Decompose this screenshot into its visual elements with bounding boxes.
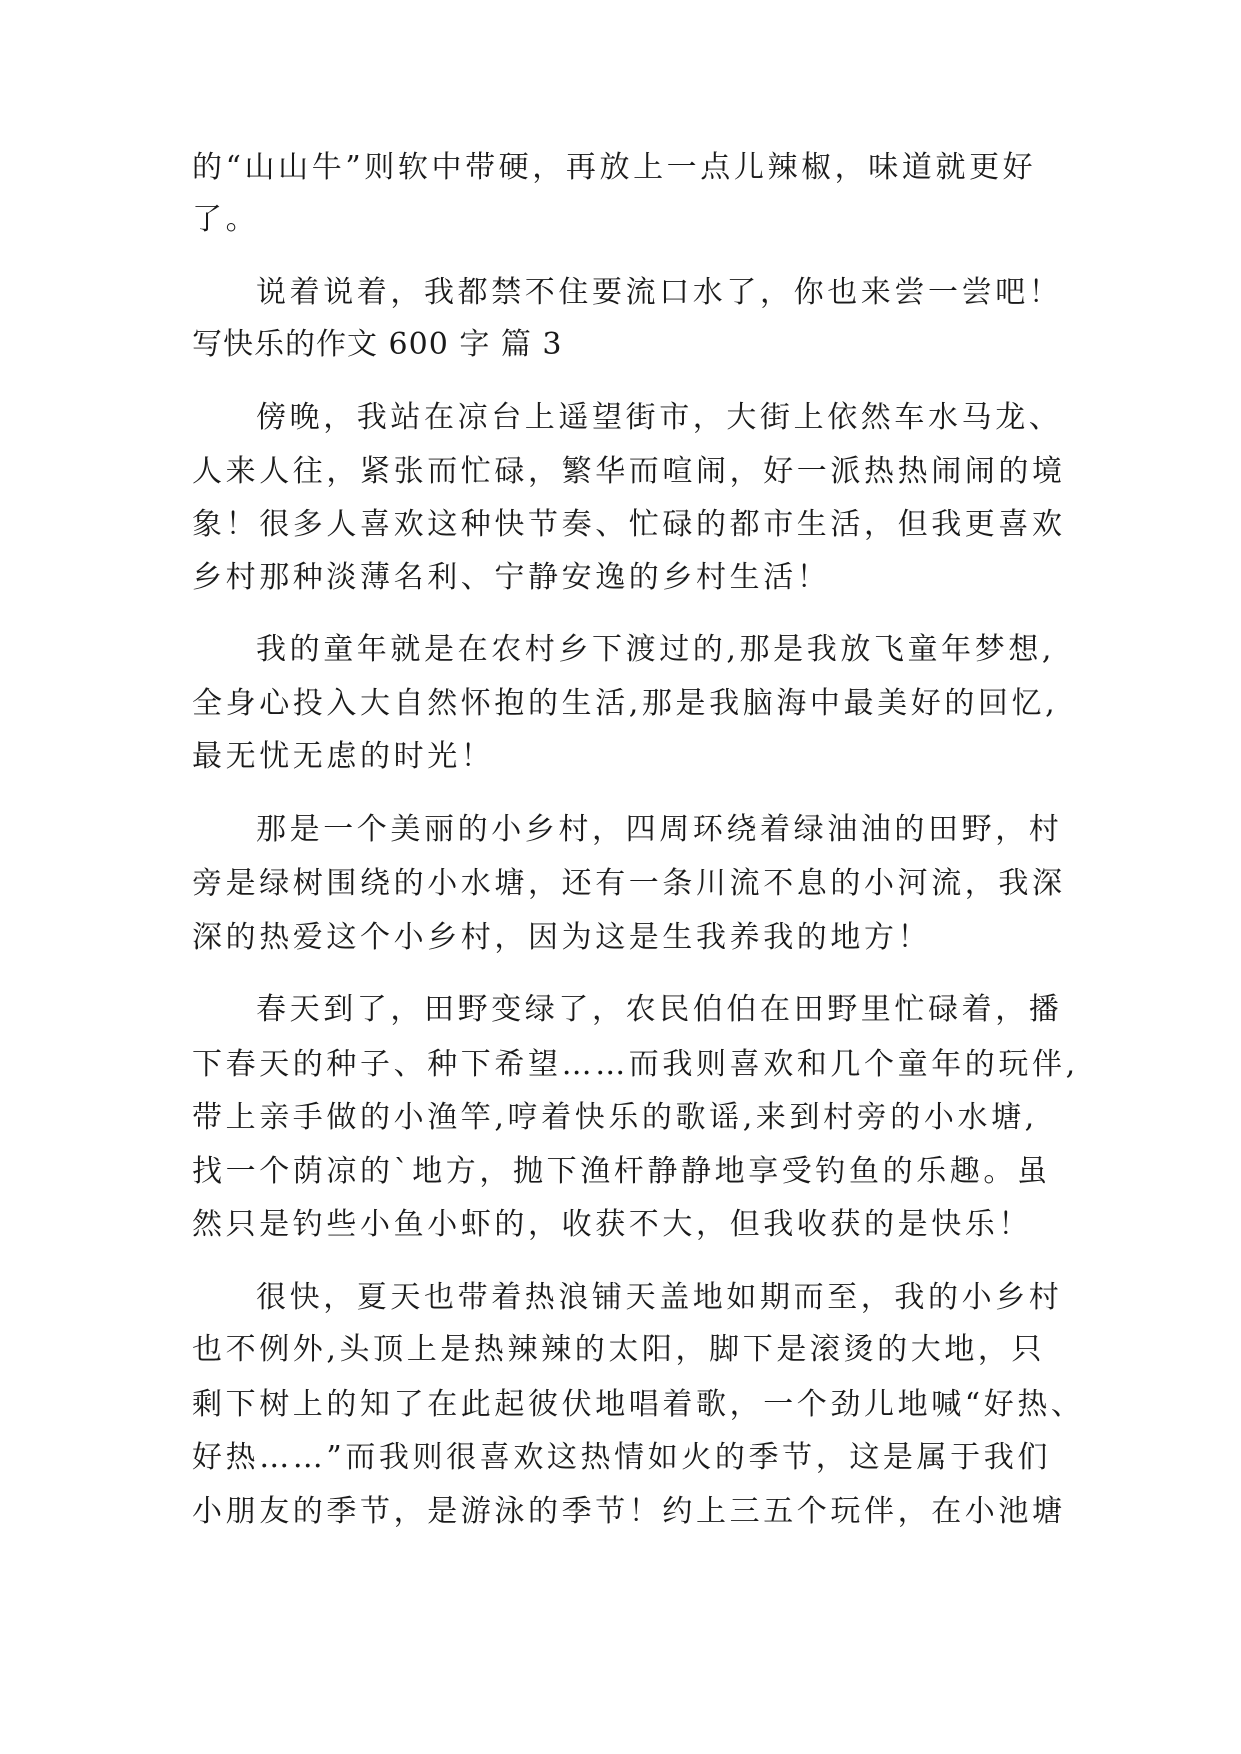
text-line: 小朋友的季节，是游泳的季节！约上三五个玩伴，在小池塘 <box>192 1494 1066 1529</box>
text-line: 带上亲手做的小渔竿,哼着快乐的歌谣,来到村旁的小水塘, <box>192 1100 1038 1135</box>
text-line: 也不例外,头顶上是热辣辣的太阳，脚下是滚烫的大地，只 <box>192 1332 1046 1367</box>
text-line: 找一个荫凉的`地方，抛下渔杆静静地享受钓鱼的乐趣。虽 <box>192 1154 1051 1189</box>
paragraph-line: 说着说着，我都禁不住要流口水了，你也来尝一尝吧！ <box>256 275 1063 310</box>
paragraph-line: 很快，夏天也带着热浪铺天盖地如期而至，我的小乡村 <box>256 1280 1063 1315</box>
text-line: 深的热爱这个小乡村，因为这是生我养我的地方！ <box>192 920 932 955</box>
text-line: 的“山山牛”则软中带硬，再放上一点儿辣椒，味道就更好 <box>192 150 1037 185</box>
text-line: 全身心投入大自然怀抱的生活,那是我脑海中最美好的回忆, <box>192 686 1059 721</box>
paragraph-line: 那是一个美丽的小乡村，四周环绕着绿油油的田野，村 <box>256 812 1063 847</box>
paragraph-line: 我的童年就是在农村乡下渡过的,那是我放飞童年梦想, <box>256 632 1056 667</box>
text-line: 象！很多人喜欢这种快节奏、忙碌的都市生活，但我更喜欢 <box>192 507 1066 542</box>
text-line: 旁是绿树围绕的小水塘，还有一条川流不息的小河流，我深 <box>192 866 1066 901</box>
text-line: 乡村那种淡薄名利、宁静安逸的乡村生活！ <box>192 560 831 595</box>
text-line: 剩下树上的知了在此起彼伏地唱着歌，一个劲儿地喊“好热、 <box>192 1387 1085 1422</box>
text-line: 最无忧无虑的时光！ <box>192 739 495 774</box>
text-line: 下春天的种子、种下希望……而我则喜欢和几个童年的玩伴, <box>192 1047 1079 1082</box>
text-line: 人来人往，紧张而忙碌，繁华而喧闹，好一派热热闹闹的境 <box>192 454 1066 489</box>
paragraph-line: 傍晚，我站在凉台上遥望街市，大街上依然车水马龙、 <box>256 400 1063 435</box>
text-line: 然只是钓些小鱼小虾的，收获不大，但我收获的是快乐！ <box>192 1207 1032 1242</box>
text-line: 好热……”而我则很喜欢这热情如火的季节，这是属于我们 <box>192 1440 1051 1475</box>
paragraph-line: 春天到了，田野变绿了，农民伯伯在田野里忙碌着，播 <box>256 992 1063 1027</box>
text-line: 了。 <box>192 202 260 237</box>
section-heading: 写快乐的作文 600 字 篇 3 <box>192 327 563 362</box>
